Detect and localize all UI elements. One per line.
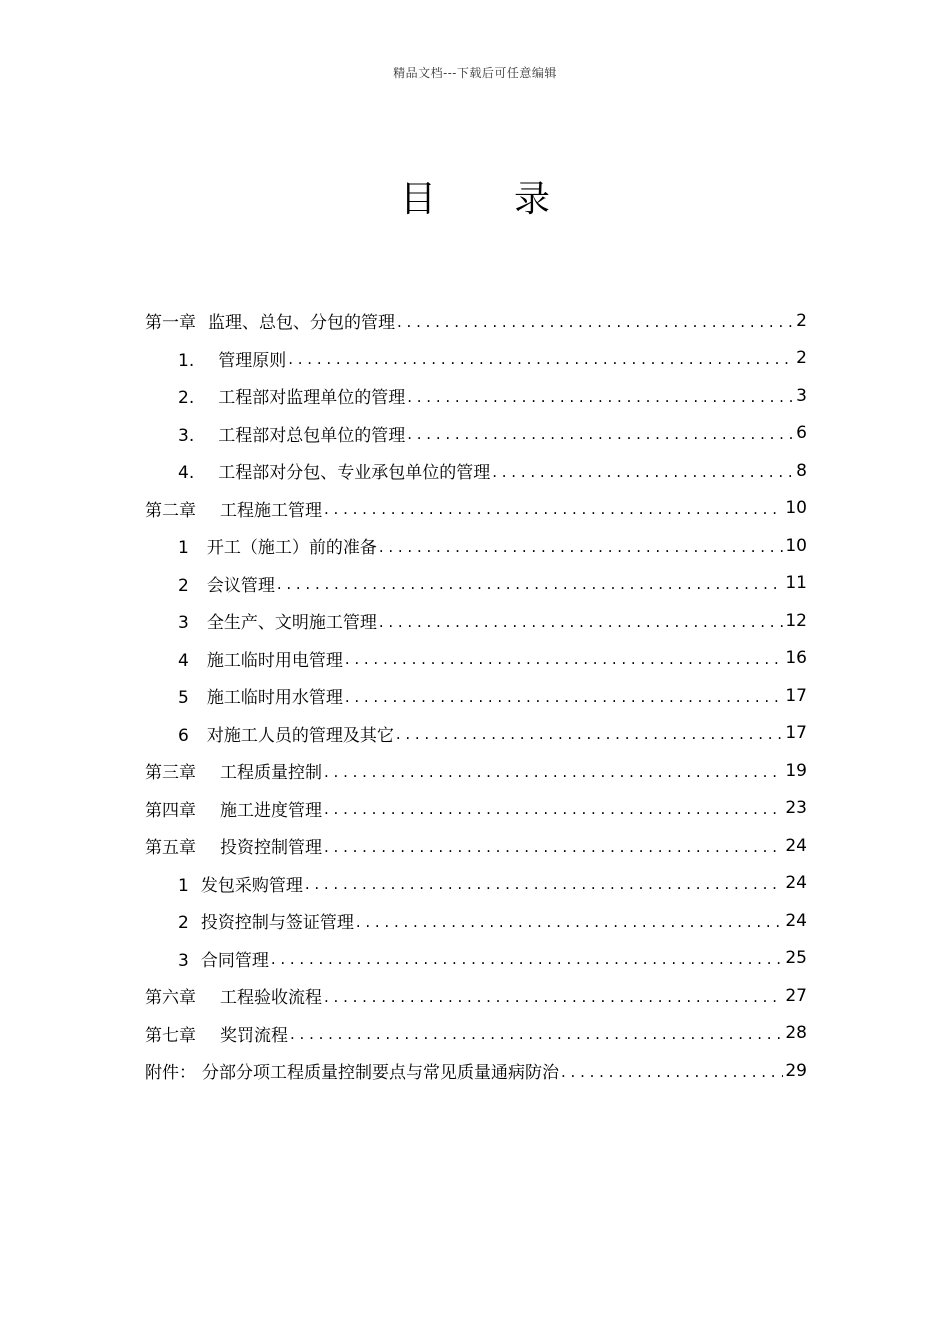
toc-leader-dots [277, 575, 784, 593]
title-char-2: 录 [514, 179, 551, 220]
toc-entry[interactable] [145, 1052, 807, 1090]
toc-leader-dots [345, 650, 784, 668]
toc-entry-title: 工程部对监理单位的管理 [218, 388, 406, 409]
toc-entry[interactable] [145, 827, 807, 865]
toc-entry-label [178, 571, 275, 596]
toc-entry[interactable] [145, 302, 807, 340]
toc-entry-label [178, 383, 405, 408]
toc-entry-title: 施工临时用水管理 [206, 688, 343, 709]
toc-entry-label [145, 833, 322, 858]
toc-page-number: 6 [796, 423, 807, 444]
toc-entry[interactable] [145, 752, 807, 790]
toc-page-number: 11 [785, 573, 807, 594]
toc-entry[interactable] [145, 715, 807, 753]
toc-entry-label [178, 458, 490, 483]
title-char-1: 目 [399, 179, 436, 220]
toc-leader-dots [396, 725, 784, 743]
toc-entry-number: 第二章 [145, 500, 196, 521]
toc-entry-number: 第一章 [145, 313, 196, 334]
toc-entry-number: 2 [178, 575, 189, 596]
toc-page-number: 27 [785, 985, 807, 1006]
toc-entry-number: 第五章 [145, 838, 196, 859]
toc-entry[interactable] [145, 527, 807, 565]
toc-entry-title: 投资控制管理 [220, 838, 322, 859]
toc-entry-label [145, 796, 322, 821]
toc-leader-dots [397, 313, 794, 331]
toc-entry[interactable] [145, 490, 807, 528]
toc-leader-dots [379, 538, 784, 556]
toc-entry-label [178, 683, 343, 708]
toc-page-number: 8 [796, 460, 807, 481]
toc-leader-dots [407, 388, 794, 406]
page-title [0, 176, 950, 224]
toc-entry-label [145, 1058, 559, 1083]
toc-entry-label [178, 908, 354, 933]
toc-entry-label [178, 721, 394, 746]
toc-entry-label [178, 871, 303, 896]
toc-leader-dots [492, 463, 794, 481]
toc-leader-dots [379, 613, 784, 631]
toc-leader-dots [324, 763, 783, 781]
toc-page-number: 17 [785, 685, 807, 706]
toc-entry-number: 1. [178, 350, 195, 371]
toc-entry-number: 第七章 [145, 1025, 196, 1046]
toc-page-number: 16 [785, 648, 807, 669]
toc-leader-dots [324, 838, 783, 856]
toc-entry-title: 施工进度管理 [220, 800, 322, 821]
toc-leader-dots [345, 688, 784, 706]
toc-page-number: 23 [785, 798, 807, 819]
toc-entry-title: 工程质量控制 [220, 763, 322, 784]
toc-leader-dots [324, 988, 783, 1006]
toc-entry-title: 全生产、文明施工管理 [206, 613, 377, 634]
toc-entry-title: 合同管理 [200, 950, 269, 971]
toc-entry[interactable] [145, 602, 807, 640]
toc-leader-dots [356, 913, 784, 931]
toc-leader-dots [561, 1063, 783, 1081]
toc-page-number: 10 [785, 535, 807, 556]
toc-entry-number: 2. [178, 388, 195, 409]
toc-page-number: 19 [785, 760, 807, 781]
toc-entry-title: 工程部对总包单位的管理 [218, 425, 406, 446]
toc-entry-label [145, 983, 322, 1008]
toc-entry[interactable] [145, 940, 807, 978]
toc-entry-title: 工程部对分包、专业承包单位的管理 [218, 463, 491, 484]
toc-entry-number: 4 [178, 650, 189, 671]
toc-entry-title: 投资控制与签证管理 [200, 913, 354, 934]
toc-page-number: 12 [785, 610, 807, 631]
header-note: 精品文档---下载后可任意编辑 [393, 66, 557, 80]
toc-leader-dots [290, 1025, 783, 1043]
toc-entry-label [145, 1021, 288, 1046]
toc-entry-number: 6 [178, 725, 189, 746]
toc-leader-dots [305, 875, 784, 893]
toc-entry[interactable] [145, 790, 807, 828]
toc-page-number: 10 [785, 498, 807, 519]
toc-entry[interactable] [145, 340, 807, 378]
toc-page-number: 24 [785, 835, 807, 856]
toc-entry[interactable] [145, 377, 807, 415]
toc-entry-label [145, 758, 322, 783]
toc-entry[interactable] [145, 415, 807, 453]
toc-entry[interactable] [145, 640, 807, 678]
toc-page-number: 25 [785, 948, 807, 969]
toc-entry-number: 附件： [145, 1063, 196, 1084]
toc-entry-number: 4. [178, 463, 195, 484]
toc-entry-title: 工程验收流程 [220, 988, 322, 1009]
toc-leader-dots [407, 425, 794, 443]
toc-entry-label [178, 646, 343, 671]
toc-entry-label [178, 533, 377, 558]
toc-entry-label [145, 496, 322, 521]
toc-leader-dots [324, 800, 783, 818]
toc-entry[interactable] [145, 677, 807, 715]
toc-entry-title: 对施工人员的管理及其它 [206, 725, 394, 746]
toc-entry-title: 监理、总包、分包的管理 [208, 313, 395, 334]
toc-entry-label [145, 308, 395, 333]
toc-leader-dots [288, 350, 794, 368]
toc-entry-title: 会议管理 [206, 575, 275, 596]
toc-entry-title: 开工（施工）前的准备 [206, 538, 377, 559]
toc-page-number: 28 [785, 1023, 807, 1044]
toc-entry-number: 1 [178, 538, 189, 559]
toc-entry-title: 施工临时用电管理 [206, 650, 343, 671]
toc-page-number: 24 [785, 910, 807, 931]
toc-page-number: 17 [785, 723, 807, 744]
toc-entry-title: 奖罚流程 [220, 1025, 288, 1046]
toc-entry-title: 发包采购管理 [200, 875, 303, 896]
toc-entry-title: 管理原则 [218, 350, 287, 371]
toc-page-number: 29 [785, 1060, 807, 1081]
toc-entry-title: 分部分项工程质量控制要点与常见质量通病防治 [202, 1063, 559, 1084]
toc-entry-label [178, 421, 405, 446]
toc-entry-number: 3 [178, 950, 189, 971]
toc-entry-number: 第三章 [145, 763, 196, 784]
toc-entry-number: 第四章 [145, 800, 196, 821]
toc-entry-title: 工程施工管理 [220, 500, 322, 521]
toc-page-number: 3 [796, 385, 807, 406]
toc-entry-number: 1 [178, 875, 189, 896]
toc-entry-number: 第六章 [145, 988, 196, 1009]
toc-entry[interactable] [145, 977, 807, 1015]
toc-entry[interactable] [145, 565, 807, 603]
toc-entry[interactable] [145, 452, 807, 490]
toc-page-number: 2 [796, 348, 807, 369]
toc-page-number: 24 [785, 873, 807, 894]
table-of-contents [145, 302, 807, 1090]
toc-entry-number: 3. [178, 425, 195, 446]
toc-entry-number: 3 [178, 613, 189, 634]
toc-entry-number: 5 [178, 688, 189, 709]
toc-entry[interactable] [145, 1015, 807, 1053]
toc-page-number: 2 [796, 310, 807, 331]
toc-entry-label [178, 946, 269, 971]
toc-entry[interactable] [145, 902, 807, 940]
toc-entry-label [178, 346, 286, 371]
toc-leader-dots [324, 500, 783, 518]
toc-entry-number: 2 [178, 913, 189, 934]
toc-entry[interactable] [145, 865, 807, 903]
toc-entry-label [178, 608, 377, 633]
toc-leader-dots [271, 950, 784, 968]
